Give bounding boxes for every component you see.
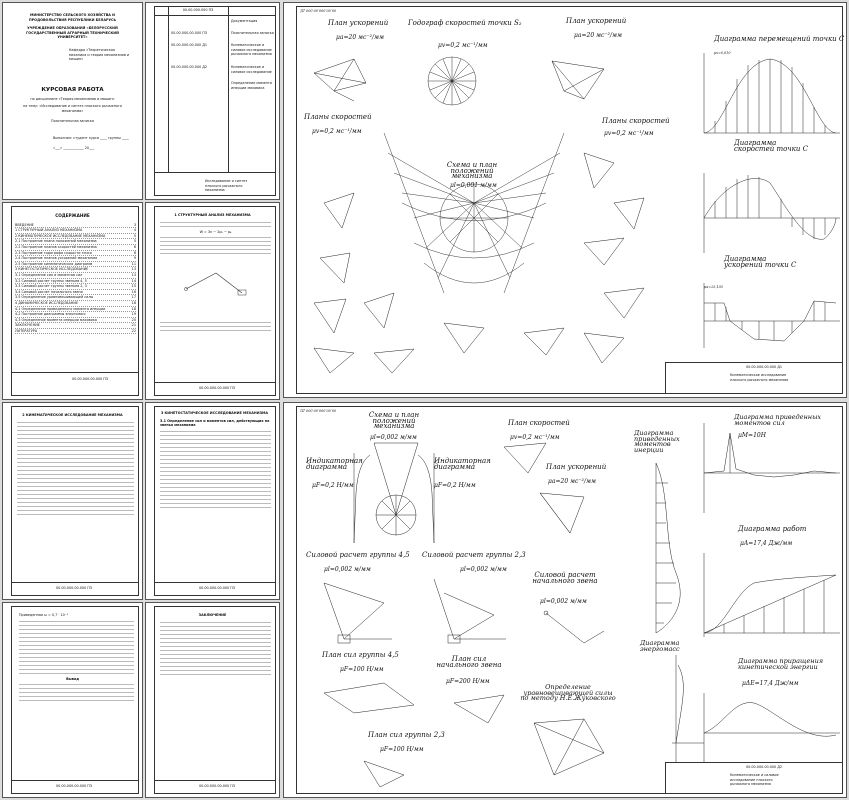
toc-row-page: 17 bbox=[131, 295, 136, 300]
kinematic-doc-code: 00.00.000.00.000 ПЗ bbox=[56, 586, 92, 590]
structural-formula: W = 3n − 2p₅ − p₄ bbox=[199, 229, 232, 234]
toc-row-label: 3.4 Силовой расчет начального звена bbox=[15, 289, 83, 294]
toc-row-page: 6 bbox=[133, 244, 136, 249]
spec-row-2: 00.00.000.00.000 ПЗ bbox=[171, 31, 207, 35]
d1-velocity-diagram bbox=[704, 173, 840, 253]
toc-row-label: 3.5 Определение уравновешивающей силы bbox=[15, 295, 94, 300]
d2-work-diag: Диаграмма работ bbox=[738, 525, 807, 533]
toc-row-label: ВВЕДЕНИЕ bbox=[15, 222, 34, 227]
conclusion-page bbox=[145, 602, 280, 798]
toc-row-page: 13 bbox=[131, 272, 136, 277]
toc-row-label: ЛИТЕРАТУРА bbox=[15, 328, 38, 333]
toc-doc-code: 00.00.000.00.000 ПЗ bbox=[72, 377, 108, 381]
institution-text: УЧРЕЖДЕНИЕ ОБРАЗОВАНИЯ «БЕЛОРУССКИЙ ГОСУДАРСТВЕННЫЙ АГРАРНЫЙ ТЕХНИЧЕСКИЙ УНИВЕРСИТЕТ» bbox=[26, 26, 119, 40]
d1-accel-plan-right: План ускорений bbox=[566, 17, 627, 25]
d1-velocity-plans-left bbox=[314, 193, 414, 373]
toc-row-label: 4.2 Построение диаграммы энергомасс bbox=[15, 312, 86, 317]
d2-stamp bbox=[665, 762, 843, 794]
d2-indicator-left: Индикаторная диаграмма bbox=[306, 457, 363, 471]
d2-indicator-right: Индикаторная диаграмма bbox=[434, 457, 491, 471]
toc-stamp bbox=[11, 372, 139, 396]
d2-group45-scale: μl=0,002 м/мм bbox=[324, 566, 371, 573]
kinematic-heading: 2 КИНЕМАТИЧЕСКОЕ ИССЛЕДОВАНИЕ МЕХАНИЗМА bbox=[22, 413, 123, 417]
d1-accel-plan-left: План ускорений bbox=[328, 19, 389, 27]
toc-row-label: 2.2 Построение планов скоростей механизма bbox=[15, 244, 97, 249]
toc-row-label: 2.4 Построение планов ускорений механизма bbox=[15, 256, 98, 261]
d1-displacement-diag: Диаграмма перемещений точки С bbox=[714, 35, 845, 43]
kinematic-page bbox=[2, 402, 143, 600]
spec-row-8: Определение момента инерции маховика bbox=[231, 81, 272, 90]
toc-row-page: 14 bbox=[131, 278, 136, 283]
d1-accel-diag-scale: μa=25,105 bbox=[704, 285, 723, 289]
d1-stamp-code: 00.00.000.00.000 Д1 bbox=[746, 365, 783, 369]
d2-start-link: Силовой расчет начального звена bbox=[532, 571, 598, 585]
spec-header-code: 00.00.000.000 ПЗ bbox=[182, 8, 214, 12]
d1-displacement-scale: μs=0,010 bbox=[714, 51, 731, 55]
toc-row-label: 4.1 Определение приведенного момента инерции bbox=[15, 306, 106, 311]
discipline-text: по дисциплине «Теория механизмов и машин» bbox=[30, 97, 115, 102]
d1-accel-diag: Диаграмма ускорений точки С bbox=[724, 255, 797, 269]
d2-zhukovsky-sketch bbox=[534, 719, 604, 775]
d2-corner-code: 00.00.000.00.000 Д2 bbox=[300, 408, 337, 413]
kinetostatic-stamp bbox=[154, 582, 276, 596]
d1-accel-plan-right-scale: μa=20 мс⁻²/мм bbox=[574, 32, 622, 39]
d2-torque-diagram bbox=[704, 423, 840, 513]
d2-kinetic-energy-diagram bbox=[704, 693, 840, 763]
toc-row-label: 3.3 Силовой расчет группы звеньев 2, 3 bbox=[15, 284, 87, 289]
ministry-text: МИНИСТЕРСТВО СЕЛЬСКОГО ХОЗЯЙСТВА И ПРОДОВОЛЬСТВИЯ РЕСПУБЛИКИ БЕЛАРУСЬ bbox=[28, 13, 117, 22]
d2-zhukovsky: Определение уравновешивающей силы по методу Н.Е.Жуковского bbox=[520, 683, 616, 703]
variant-text: Пояснительная записка bbox=[51, 119, 94, 124]
structural-page bbox=[145, 202, 280, 400]
d1-corner-code: 00.00.000.00.000 Д1 bbox=[300, 8, 337, 13]
calc-mid-heading: Вывод bbox=[66, 676, 79, 681]
calculation-page bbox=[2, 602, 143, 798]
d2-scheme: Схема и план положений механизма bbox=[368, 411, 420, 431]
d1-graphics bbox=[284, 3, 847, 398]
department-text: Кафедра «Теоретическая механика и теория механизмов и машин» bbox=[69, 47, 130, 62]
calc-doc-code: 00.00.000.00.000 ПЗ bbox=[56, 784, 92, 788]
toc-row-label: 4.3 Определение момента инерции маховика bbox=[15, 317, 97, 322]
toc-row-label: 2.5 Построение кинематических диаграмм bbox=[15, 261, 93, 266]
structural-sketch bbox=[146, 259, 280, 319]
d2-force-plan-start-scale: μF=200 Н/мм bbox=[446, 678, 490, 685]
toc-row-label: ЗАКЛЮЧЕНИЕ bbox=[15, 323, 40, 328]
drawing-sheet-1 bbox=[283, 2, 847, 398]
d2-stamp-title: Кинематическое и силовое исследование плоского рычажного механизма bbox=[730, 773, 779, 787]
d2-mechanism-scheme bbox=[374, 443, 418, 535]
d1-stamp bbox=[665, 362, 843, 394]
spec-row-4: 00.00.000.00.000 Д1 bbox=[171, 43, 208, 47]
toc-row-label: 3.1 Определение сил и моментов сил bbox=[15, 272, 83, 277]
d1-velocity-diag: Диаграмма скоростей точки С bbox=[734, 139, 808, 153]
toc-row-page: 15 bbox=[131, 284, 136, 289]
d2-group45-sketch bbox=[324, 583, 392, 643]
d2-velocity-plan bbox=[504, 443, 546, 473]
performer-text: Выполнил: студент курса ____ группы ____ bbox=[53, 135, 129, 140]
d2-force-plan45: План сил группы 4,5 bbox=[322, 651, 399, 659]
spec-stamp-title: Исследование и синтез плоского рычажного механизма bbox=[205, 179, 248, 193]
d2-vel-plan-scale: μv=0,2 мс⁻¹/мм bbox=[510, 434, 560, 441]
kinetostatic-doc-code: 00.00.000.00.000 ПЗ bbox=[199, 586, 235, 590]
d2-inertia-diagram bbox=[656, 463, 680, 633]
d2-indicator-left-scale: μF=0,2 Н/мм bbox=[312, 482, 354, 489]
d2-force-plan23: План сил группы 2,3 bbox=[368, 731, 445, 739]
d1-accel-plan-right-sketch bbox=[552, 61, 604, 99]
toc-row-label: 3 КИНЕТОСТАТИЧЕСКОЕ ИССЛЕДОВАНИЕ bbox=[15, 267, 89, 272]
d2-accel-plan-scale: μa=20 мс⁻²/мм bbox=[548, 478, 596, 485]
d2-force-plan45-scale: μF=100 Н/мм bbox=[340, 666, 384, 673]
d2-indicator-diagrams bbox=[354, 453, 434, 543]
d2-stamp-code: 00.00.000.00.000 Д2 bbox=[746, 765, 783, 769]
calc-stamp bbox=[11, 780, 139, 794]
d2-ke-scale: μΔE=17,4 Дж/мм bbox=[742, 680, 799, 687]
spec-row-3: Пояснительная записка bbox=[231, 31, 274, 35]
toc-row-page: 13 bbox=[131, 267, 136, 272]
toc-heading: СОДЕРЖАНИЕ bbox=[55, 213, 90, 218]
d2-accel-plan-sketch bbox=[540, 493, 584, 533]
kinetostatic-page bbox=[145, 402, 280, 600]
d1-position-scheme: Схема и план положений механизма bbox=[446, 161, 498, 181]
d2-graphics bbox=[284, 403, 847, 798]
d1-hodograph-scale: μv=0,2 мс⁻¹/мм bbox=[438, 42, 488, 49]
topic-text: на тему: «Исследование и синтез плоского рычажного механизма» bbox=[23, 103, 122, 113]
d1-hodograph-circle bbox=[428, 57, 476, 105]
toc-row-page: 4 bbox=[133, 228, 136, 233]
d2-ke-diag: Диаграмма приращения кинетической энергии bbox=[738, 657, 824, 671]
d2-group23-scale: μl=0,002 м/мм bbox=[460, 566, 507, 573]
spec-row-5: Кинематическое и силовое исследование рычажного механизма bbox=[231, 43, 272, 57]
toc-page bbox=[2, 202, 143, 400]
toc-row-page: 16 bbox=[131, 289, 136, 294]
d2-group23: Силовой расчет группы 2,3 bbox=[422, 551, 526, 559]
d1-hodograph: Годограф скоростей точки S₂ bbox=[408, 19, 522, 27]
calc-line1: Приведенная ω = 0,7 · 10⁻³ bbox=[19, 613, 68, 617]
toc-row-label: 2.1 Построение плана положений механизма bbox=[15, 239, 97, 244]
d1-stamp-title: Кинематическое исследование плоского рычажного механизма bbox=[730, 373, 789, 382]
toc-row-label: 3.2 Силовой расчет группы звеньев 4, 5 bbox=[15, 278, 87, 283]
d2-group23-sketch bbox=[434, 579, 506, 643]
toc-row-page: 20 bbox=[131, 317, 136, 322]
d2-accel-plan: План ускорений bbox=[546, 463, 607, 471]
d2-force-plan23-scale: μF=100 Н/мм bbox=[380, 746, 424, 753]
d1-displacement-diagram bbox=[704, 53, 840, 133]
toc-row-page: 22 bbox=[131, 328, 136, 333]
toc-row-label: 2 КИНЕМАТИЧЕСКОЕ ИССЛЕДОВАНИЕ МЕХАНИЗМА bbox=[15, 233, 106, 238]
d1-position-scale: μl=0,001 м/мм bbox=[450, 182, 497, 189]
d1-accel-plan-left-sketch bbox=[314, 59, 366, 101]
structural-stamp bbox=[154, 382, 276, 396]
spec-row-1: Документация bbox=[231, 19, 258, 23]
d1-vel-plans-right-scale: μv=0,2 мс⁻¹/мм bbox=[604, 130, 654, 137]
toc-row-page: 21 bbox=[131, 323, 136, 328]
toc-row-page: 8 bbox=[133, 250, 136, 255]
d2-vel-plan: План скоростей bbox=[508, 419, 570, 427]
kinetostatic-sub: 3.1 Определение сил и моментов сил, действующих на звенья механизма bbox=[160, 418, 270, 428]
toc-row-page: 3 bbox=[133, 222, 136, 227]
d2-start-link-sketch bbox=[544, 611, 604, 643]
conclusion-stamp bbox=[154, 780, 276, 794]
toc-row-page: 19 bbox=[131, 312, 136, 317]
d2-indicator-right-scale: μF=0,2 Н/мм bbox=[434, 482, 476, 489]
conclusion-doc-code: 00.00.000.00.000 ПЗ bbox=[199, 784, 235, 788]
d2-inertia-diag: Диаграмма приведенных моментов инерции bbox=[634, 429, 680, 454]
d1-acceleration-diagram bbox=[704, 283, 840, 348]
drawing-sheet-2 bbox=[283, 402, 847, 798]
toc-row-page: 9 bbox=[133, 256, 136, 261]
spec-row-6: 00.00.000.00.000 Д2 bbox=[171, 65, 208, 69]
d2-start-link-scale: μl=0,002 м/мм bbox=[540, 598, 587, 605]
kinetostatic-heading: 3 КИНЕТОСТАТИЧЕСКОЕ ИССЛЕДОВАНИЕ МЕХАНИЗМА bbox=[160, 411, 268, 415]
d2-scheme-scale: μl=0,002 м/мм bbox=[370, 434, 417, 441]
d2-torque-diag: Диаграмма приведенных моментов сил bbox=[734, 413, 822, 427]
toc-row-page: 18 bbox=[131, 300, 136, 305]
spec-stamp bbox=[154, 172, 276, 196]
d1-accel-plan-left-scale: μa=20 мс⁻²/мм bbox=[336, 34, 384, 41]
toc-row-page: 18 bbox=[131, 306, 136, 311]
d2-energomass: Диаграмма энергомасс bbox=[640, 639, 680, 653]
date-line: «___» ____________ 20___ bbox=[53, 146, 95, 151]
toc-row-page: 5 bbox=[133, 233, 136, 238]
doc-type: КУРСОВАЯ РАБОТА bbox=[41, 86, 104, 93]
d2-work-diagram bbox=[704, 553, 840, 637]
d1-vel-plans-right: Планы скоростей bbox=[602, 117, 670, 125]
conclusion-heading: ЗАКЛЮЧЕНИЕ bbox=[198, 613, 227, 617]
d1-mechanism-scheme bbox=[384, 133, 564, 293]
specification-sheet bbox=[145, 2, 280, 200]
toc-row-label: 4 ДИНАМИЧЕСКОЕ ИССЛЕДОВАНИЕ bbox=[15, 300, 79, 305]
toc-row-label: 1 СТРУКТУРНЫЙ АНАЛИЗ МЕХАНИЗМА bbox=[15, 228, 83, 233]
structural-heading: 1 СТРУКТУРНЫЙ АНАЛИЗ МЕХАНИЗМА bbox=[174, 213, 251, 217]
spec-row-7: Кинематическое и силовое исследование bbox=[231, 65, 272, 74]
toc-row-page: 11 bbox=[131, 261, 136, 266]
d2-torque-scale: μM=10Н bbox=[738, 432, 766, 439]
title-page bbox=[2, 2, 143, 200]
kinematic-stamp bbox=[11, 582, 139, 596]
d2-force-plan-start: План сил начального звена bbox=[436, 655, 502, 669]
d1-vel-plans-left-scale: μv=0,2 мс⁻¹/мм bbox=[312, 128, 362, 135]
toc-row-page: 5 bbox=[133, 239, 136, 244]
d2-group45: Силовой расчет группы 4,5 bbox=[306, 551, 410, 559]
d2-force-plans bbox=[324, 683, 504, 787]
toc-row-label: 2.3 Построение годографа скорости точки bbox=[15, 250, 92, 255]
d1-vel-plans-left: Планы скоростей bbox=[304, 113, 372, 121]
d2-work-scale: μA=17,4 Дж/мм bbox=[740, 540, 793, 547]
structural-doc-code: 00.00.000.00.000 ПЗ bbox=[199, 386, 235, 390]
d2-energomass-diagram bbox=[672, 655, 704, 775]
